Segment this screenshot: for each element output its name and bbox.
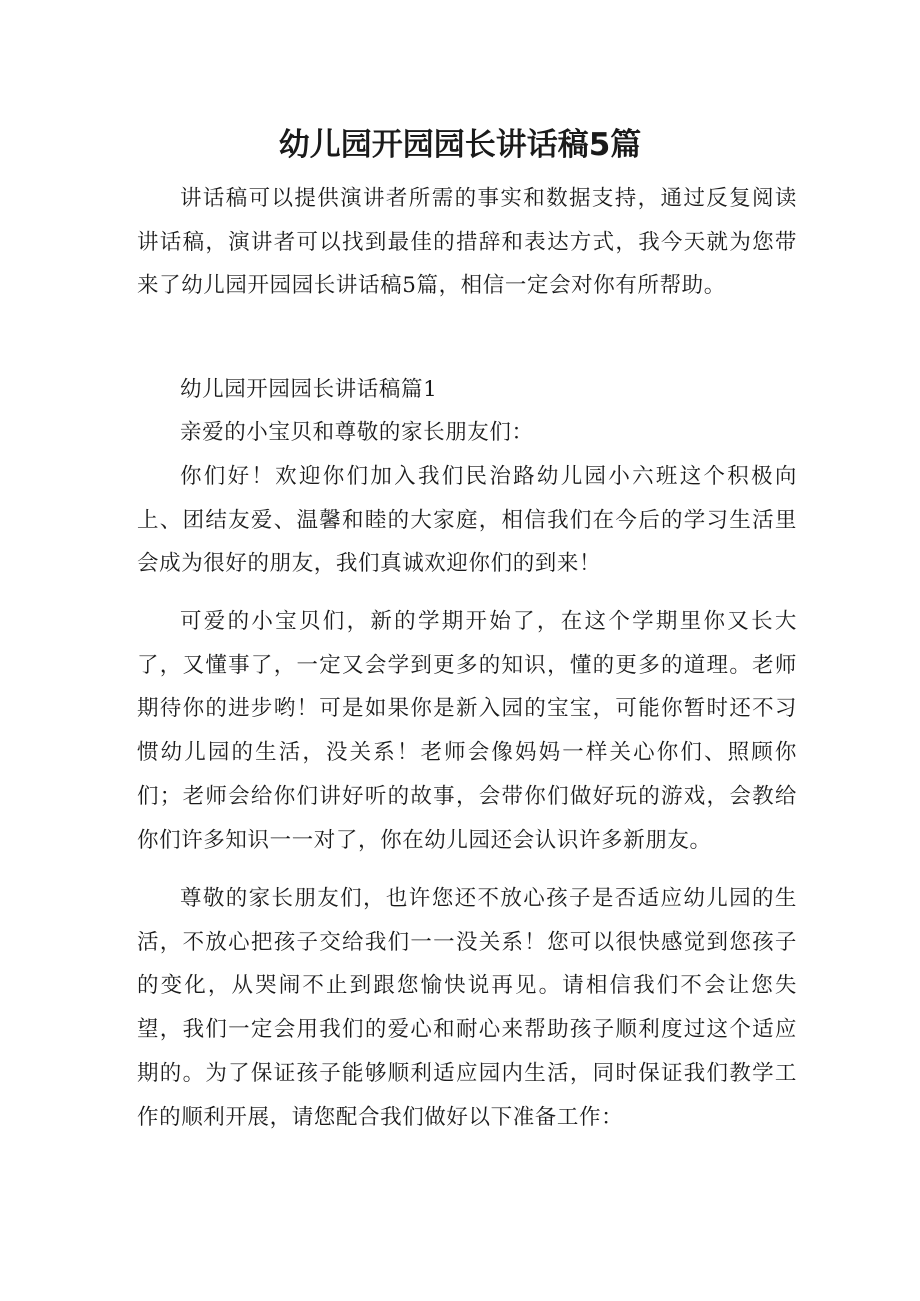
section-heading: 幼儿园开园园长讲话稿篇1 bbox=[180, 377, 438, 402]
document-title: 幼儿园开园园长讲话稿5篇 bbox=[278, 127, 642, 163]
intro-paragraph: 讲话稿可以提供演讲者所需的事实和数据支持，通过反复阅读讲话稿，演讲者可以找到最佳的措辞和表达方式，我今天就为您带来了幼儿园开园园长讲话稿5篇，相信一定会对你有所帮助。 bbox=[137, 186, 797, 299]
welcome-paragraph: 你们好！欢迎你们加入我们民治路幼儿园小六班这个积极向上、团结友爱、温馨和睦的大家庭，相信我们在今后的学习生活里会成为很好的朋友，我们真诚欢迎你们的到来！ bbox=[137, 464, 797, 577]
children-paragraph: 可爱的小宝贝们，新的学期开始了，在这个学期里你又长大了，又懂事了，一定又会学到更多的知识，懂的更多的道理。老师期待你的进步哟！可是如果你是新入园的宝宝，可能你暂时还不习惯幼儿园的生活，没关系！老师会像妈妈一样关心你们、照顾你们；老师会给你们讲好听的故事，会带你们做好玩的游戏，会教给你们许多知识一一对了，你在幼儿园还会认识许多新朋友。 bbox=[137, 609, 797, 853]
greeting-paragraph: 亲爱的小宝贝和尊敬的家长朋友们： bbox=[180, 420, 534, 445]
parents-paragraph: 尊敬的家长朋友们，也许您还不放心孩子是否适应幼儿园的生活，不放心把孩子交给我们一一没关系！您可以很快感觉到您孩子的变化，从哭闹不止到跟您愉快说再见。请相信我们不会让您失望，我们一定会用我们的爱心和耐心来帮助孩子顺利度过这个适应期的。为了保证孩子能够顺利适应园内生活，同时保证我们教学工作的顺利开展，请您配合我们做好以下准备工作： bbox=[137, 886, 797, 1130]
